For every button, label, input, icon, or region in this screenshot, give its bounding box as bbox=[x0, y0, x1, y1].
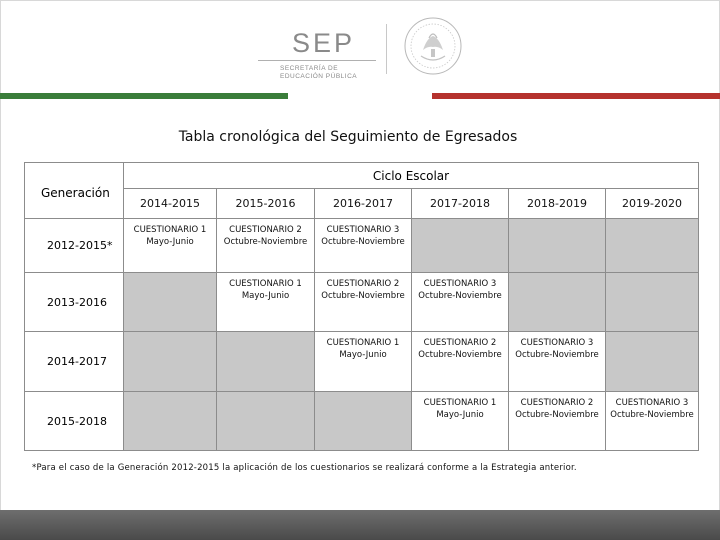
cycle-header: Ciclo Escolar bbox=[124, 163, 699, 189]
year-header: 2019-2020 bbox=[606, 189, 699, 219]
generation-label: 2013-2016 bbox=[25, 273, 124, 332]
sep-logo-subtitle-line2: EDUCACIÓN PÚBLICA bbox=[280, 73, 358, 80]
chronology-table bbox=[24, 162, 699, 451]
questionnaire-cell: CUESTIONARIO 1 Mayo-Junio bbox=[412, 392, 509, 451]
year-header: 2014-2015 bbox=[124, 189, 217, 219]
generation-header: Generación bbox=[25, 163, 124, 219]
year-header: 2016-2017 bbox=[315, 189, 412, 219]
national-seal-icon bbox=[403, 16, 463, 76]
empty-cell bbox=[217, 332, 315, 392]
sep-logo-wordmark: SEP bbox=[292, 28, 356, 58]
questionnaire-cell: CUESTIONARIO 2 Octubre-Noviembre bbox=[509, 392, 606, 451]
empty-cell bbox=[509, 219, 606, 273]
generation-label: 2014-2017 bbox=[25, 332, 124, 392]
table-row bbox=[25, 219, 699, 273]
year-header: 2018-2019 bbox=[509, 189, 606, 219]
years-row bbox=[25, 189, 699, 219]
generation-label: 2012-2015* bbox=[25, 219, 124, 273]
empty-cell bbox=[124, 392, 217, 451]
empty-cell bbox=[124, 273, 217, 332]
questionnaire-cell: CUESTIONARIO 2 Octubre-Noviembre bbox=[315, 273, 412, 332]
questionnaire-cell: CUESTIONARIO 3 Octubre-Noviembre bbox=[315, 219, 412, 273]
logo-divider bbox=[386, 24, 387, 74]
table-row bbox=[25, 332, 699, 392]
questionnaire-cell: CUESTIONARIO 2 Octubre-Noviembre bbox=[412, 332, 509, 392]
empty-cell bbox=[606, 219, 699, 273]
footer-bar bbox=[0, 510, 720, 540]
questionnaire-cell: CUESTIONARIO 3 Octubre-Noviembre bbox=[509, 332, 606, 392]
empty-cell bbox=[217, 392, 315, 451]
questionnaire-cell: CUESTIONARIO 1 Mayo-Junio bbox=[124, 219, 217, 273]
year-header: 2017-2018 bbox=[412, 189, 509, 219]
table-row bbox=[25, 273, 699, 332]
table-row bbox=[25, 392, 699, 451]
empty-cell bbox=[606, 273, 699, 332]
empty-cell bbox=[509, 273, 606, 332]
sep-logo bbox=[258, 24, 378, 84]
questionnaire-cell: CUESTIONARIO 1 Mayo-Junio bbox=[217, 273, 315, 332]
generation-label: 2015-2018 bbox=[25, 392, 124, 451]
sep-logo-rule bbox=[258, 60, 376, 61]
questionnaire-cell: CUESTIONARIO 3 Octubre-Noviembre bbox=[606, 392, 699, 451]
questionnaire-cell: CUESTIONARIO 1 Mayo-Junio bbox=[315, 332, 412, 392]
empty-cell bbox=[412, 219, 509, 273]
questionnaire-cell: CUESTIONARIO 3 Octubre-Noviembre bbox=[412, 273, 509, 332]
sep-logo-subtitle-line1: SECRETARÍA DE bbox=[280, 65, 339, 72]
empty-cell bbox=[124, 332, 217, 392]
header-stripe-red bbox=[432, 93, 720, 99]
empty-cell bbox=[606, 332, 699, 392]
footnote: *Para el caso de la Generación 2012-2015 la aplicación de los cuestionarios se realizará conforme a la Estrategia anterior. bbox=[32, 463, 577, 473]
table-title: Tabla cronológica del Seguimiento de Egresados bbox=[178, 129, 518, 145]
header-stripe-green bbox=[0, 93, 288, 99]
empty-cell bbox=[315, 392, 412, 451]
questionnaire-cell: CUESTIONARIO 2 Octubre-Noviembre bbox=[217, 219, 315, 273]
year-header: 2015-2016 bbox=[217, 189, 315, 219]
